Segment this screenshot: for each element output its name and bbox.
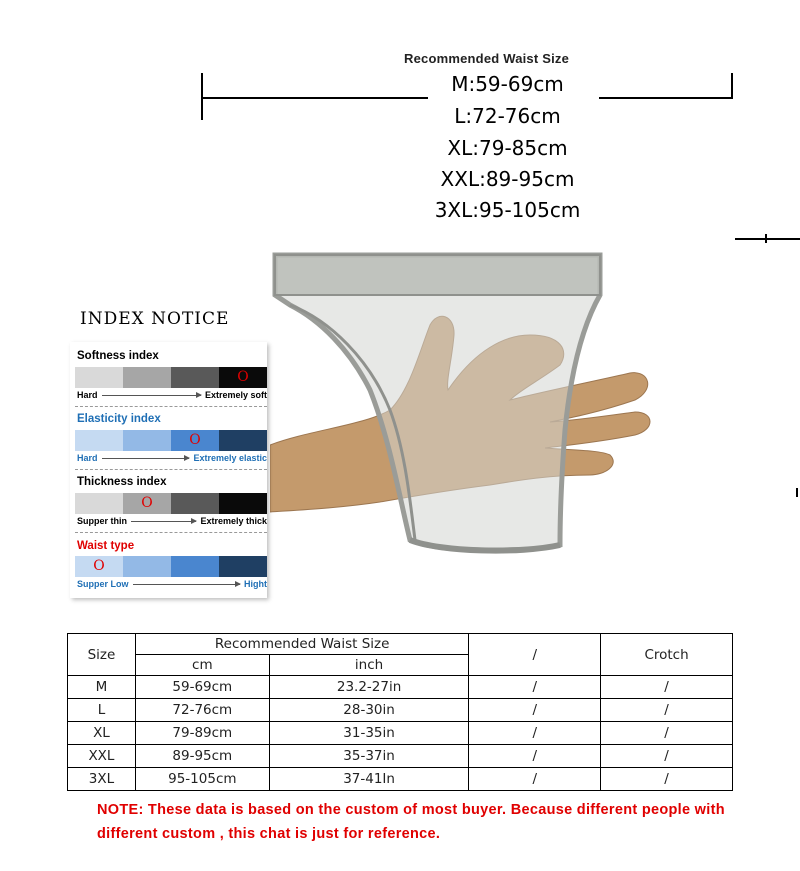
slash-header: /: [469, 634, 601, 676]
cm-cell: 95-105cm: [135, 768, 269, 791]
size-cell: L: [68, 699, 136, 722]
bar-segment: [219, 430, 267, 451]
size-table: [67, 633, 733, 791]
thickness-scale: [77, 516, 267, 526]
slash-cell: /: [469, 768, 601, 791]
bar-segment: [171, 367, 219, 388]
crotch-cell: /: [601, 722, 733, 745]
header-left-rule: [201, 97, 428, 99]
bar-segment: [171, 493, 219, 514]
table-row: [68, 699, 733, 722]
cm-cell: 89-95cm: [135, 745, 269, 768]
index-marker: O: [141, 495, 153, 511]
bar-segment: [75, 367, 123, 388]
bar-segment: [219, 367, 267, 388]
arrow-icon: [133, 584, 241, 585]
waist-type-bar: [75, 556, 267, 577]
size-cell: XXL: [68, 745, 136, 768]
crotch-cell: /: [601, 676, 733, 699]
inch-cell: 31-35in: [269, 722, 469, 745]
bar-segment: [123, 493, 171, 514]
inch-cell: 35-37in: [269, 745, 469, 768]
divider: [75, 406, 267, 407]
bar-segment: [75, 430, 123, 451]
scale-high: Extremely thick: [200, 516, 267, 526]
scale-low: Hard: [77, 453, 98, 463]
size-cell: XL: [68, 722, 136, 745]
arrow-icon: [102, 395, 201, 396]
product-photo: [270, 240, 800, 570]
inch-cell: 37-41In: [269, 768, 469, 791]
cm-cell: 59-69cm: [135, 676, 269, 699]
waistband: [275, 255, 600, 295]
crotch-header: Crotch: [601, 634, 733, 676]
slash-cell: /: [469, 722, 601, 745]
slash-cell: /: [469, 699, 601, 722]
crotch-cell: /: [601, 699, 733, 722]
bar-segment: [123, 556, 171, 577]
header-left-tick: [201, 73, 203, 120]
table-row: [68, 768, 733, 791]
waist-type-label: Waist type: [77, 540, 135, 552]
divider: [75, 469, 267, 470]
index-panel: [70, 342, 267, 598]
index-marker: O: [93, 558, 105, 574]
arrow-icon: [131, 521, 196, 522]
cm-header: cm: [135, 655, 269, 676]
divider: [75, 532, 267, 533]
index-notice-title: INDEX NOTICE: [80, 309, 230, 329]
inch-cell: 28-30in: [269, 699, 469, 722]
bar-segment: [219, 556, 267, 577]
table-row: [68, 722, 733, 745]
bar-segment: [123, 367, 171, 388]
bar-segment: [219, 493, 267, 514]
table-header-row: [68, 634, 733, 655]
size-cell: M: [68, 676, 136, 699]
crotch-cell: /: [601, 768, 733, 791]
waist-type-scale: [77, 579, 267, 589]
cm-cell: 79-89cm: [135, 722, 269, 745]
elasticity-scale: [77, 453, 267, 463]
size-line-3xl: 3XL:95-105cm: [434, 198, 581, 222]
bar-segment: [123, 430, 171, 451]
bar-segment: [171, 430, 219, 451]
scale-low: Supper thin: [77, 516, 127, 526]
size-line-xxl: XXL:89-95cm: [440, 167, 575, 191]
elasticity-index-label: Elasticity index: [77, 413, 161, 425]
bar-segment: [171, 556, 219, 577]
slash-cell: /: [469, 745, 601, 768]
size-line-l: L:72-76cm: [454, 104, 561, 128]
scale-high: Extremely elastic: [193, 453, 267, 463]
cm-cell: 72-76cm: [135, 699, 269, 722]
size-header: Size: [68, 634, 136, 676]
size-cell: 3XL: [68, 768, 136, 791]
bar-segment: [75, 556, 123, 577]
index-marker: O: [237, 369, 249, 385]
softness-index-label: Softness index: [77, 350, 159, 362]
scale-low: Hard: [77, 390, 98, 400]
index-marker: O: [189, 432, 201, 448]
waist-header: Recommended Waist Size: [135, 634, 469, 655]
scale-low: Supper Low: [77, 579, 129, 589]
crotch-cell: /: [601, 745, 733, 768]
size-line-xl: XL:79-85cm: [447, 136, 568, 160]
table-row: [68, 676, 733, 699]
header-right-rule: [599, 97, 732, 99]
elasticity-index-bar: [75, 430, 267, 451]
thickness-index-bar: [75, 493, 267, 514]
softness-index-bar: [75, 367, 267, 388]
size-line-m: M:59-69cm: [451, 72, 564, 96]
thickness-index-label: Thickness index: [77, 476, 167, 488]
inch-header: inch: [269, 655, 469, 676]
slash-cell: /: [469, 676, 601, 699]
waist-size-title: Recommended Waist Size: [404, 51, 570, 66]
arrow-icon: [102, 458, 190, 459]
scale-high: Extremely soft: [204, 390, 267, 400]
table-row: [68, 745, 733, 768]
header-right-tick: [731, 73, 733, 99]
bar-segment: [75, 493, 123, 514]
scale-high: Hight: [244, 579, 267, 589]
softness-scale: [77, 390, 267, 400]
disclaimer-note: NOTE: These data is based on the custom of most buyer. Because different people with different custom , this chat is just for reference.: [97, 802, 725, 842]
inch-cell: 23.2-27in: [269, 676, 469, 699]
